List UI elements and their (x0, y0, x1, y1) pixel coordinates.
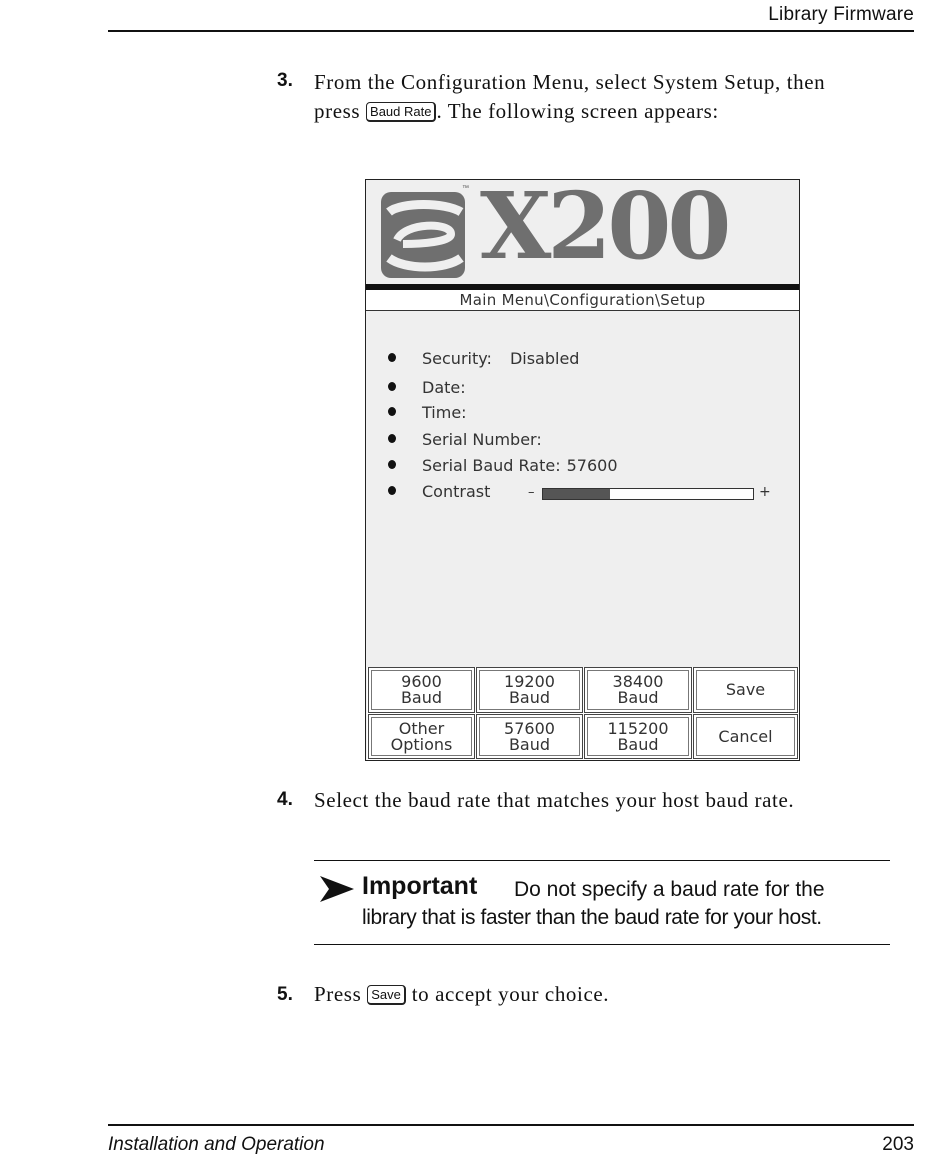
step-5-number: 5. (277, 984, 293, 1005)
step-5-press: Press (314, 982, 362, 1006)
setting-value: 57600 (566, 456, 618, 475)
contrast-increase[interactable]: + (759, 484, 771, 500)
note-line-2: library that is faster than the baud rate for your host. (362, 906, 822, 929)
step-3-rest: . The following screen appears: (436, 99, 719, 123)
setting-serial-number (388, 430, 560, 449)
button-line-1: Save (725, 680, 766, 699)
baud-38400-button[interactable] (584, 667, 692, 713)
setting-label: Contrast (422, 482, 491, 501)
step-3-press: press (314, 99, 361, 123)
step-3-text (314, 68, 825, 126)
setting-security (388, 349, 579, 368)
e-logo-icon (381, 192, 465, 278)
footer-rule (108, 1124, 914, 1126)
baud-115200-button[interactable] (584, 714, 692, 759)
other-options-button[interactable] (368, 714, 475, 759)
device-screen (365, 172, 800, 761)
settings-panel (368, 311, 798, 667)
bullet-icon (388, 434, 396, 443)
note-top-rule (314, 860, 890, 861)
button-line-2: Baud (508, 734, 551, 754)
brand-logo-text: X200 (480, 172, 728, 280)
setting-contrast (388, 482, 490, 501)
setting-label: Date: (422, 378, 466, 397)
setting-date (388, 378, 484, 397)
note-line-1: Do not specify a baud rate for the (514, 878, 825, 901)
step-4-text: Select the baud rate that matches your host baud rate. (314, 788, 795, 812)
softkey-panel (367, 667, 799, 760)
page-number: 203 (882, 1134, 914, 1155)
note-bottom-rule (314, 944, 890, 945)
setting-value: Disabled (509, 349, 580, 368)
step-3-line-2 (314, 97, 825, 126)
header-rule (108, 30, 914, 32)
button-line-1: 115200 (607, 718, 669, 738)
bullet-icon (388, 407, 396, 416)
button-line-1: Cancel (718, 726, 773, 746)
step-5-text (314, 980, 609, 1009)
button-line-1: 9600 (401, 672, 442, 691)
contrast-level (543, 489, 610, 499)
step-3-line-1: From the Configuration Menu, select System Setup, then (314, 70, 826, 94)
bullet-icon (388, 382, 396, 391)
bullet-icon (388, 486, 396, 495)
trademark-symbol: ™ (462, 185, 469, 192)
cancel-button[interactable] (693, 714, 798, 759)
pointer-arrow-icon (320, 876, 354, 902)
note-title: Important (362, 872, 478, 900)
save-key: Save (367, 985, 406, 1005)
baud-57600-button[interactable] (476, 714, 583, 759)
button-line-1: Other (398, 718, 445, 738)
save-button[interactable] (693, 667, 798, 713)
button-line-1: 57600 (504, 718, 555, 738)
button-line-2: Options (390, 734, 453, 754)
bullet-icon (388, 460, 396, 469)
setting-label: Serial Baud Rate: (422, 456, 561, 475)
step-5-rest: to accept your choice. (411, 982, 610, 1006)
baud-rate-key: Baud Rate (366, 102, 436, 122)
setting-label: Security: (422, 349, 492, 368)
button-line-2: Baud (617, 688, 659, 707)
step-4-number: 4. (277, 789, 293, 810)
contrast-decrease[interactable]: – (528, 485, 535, 500)
setting-time (388, 403, 485, 422)
button-line-2: Baud (508, 688, 551, 707)
running-header: Library Firmware (768, 4, 914, 25)
menu-path: Main Menu\Configuration\Setup (366, 290, 799, 311)
step-3-number: 3. (277, 70, 293, 91)
button-line-1: 19200 (504, 672, 555, 691)
button-line-2: Baud (400, 688, 443, 707)
baud-19200-button[interactable] (476, 667, 583, 713)
button-line-2: Baud (617, 734, 659, 754)
bullet-icon (388, 353, 396, 362)
setting-label: Serial Number: (422, 430, 542, 449)
baud-9600-button[interactable] (368, 667, 475, 713)
setting-label: Time: (422, 403, 467, 422)
setting-serial-baud-rate (388, 456, 618, 475)
contrast-slider[interactable] (542, 488, 754, 500)
footer-title: Installation and Operation (108, 1134, 325, 1155)
button-line-1: 38400 (612, 672, 664, 691)
